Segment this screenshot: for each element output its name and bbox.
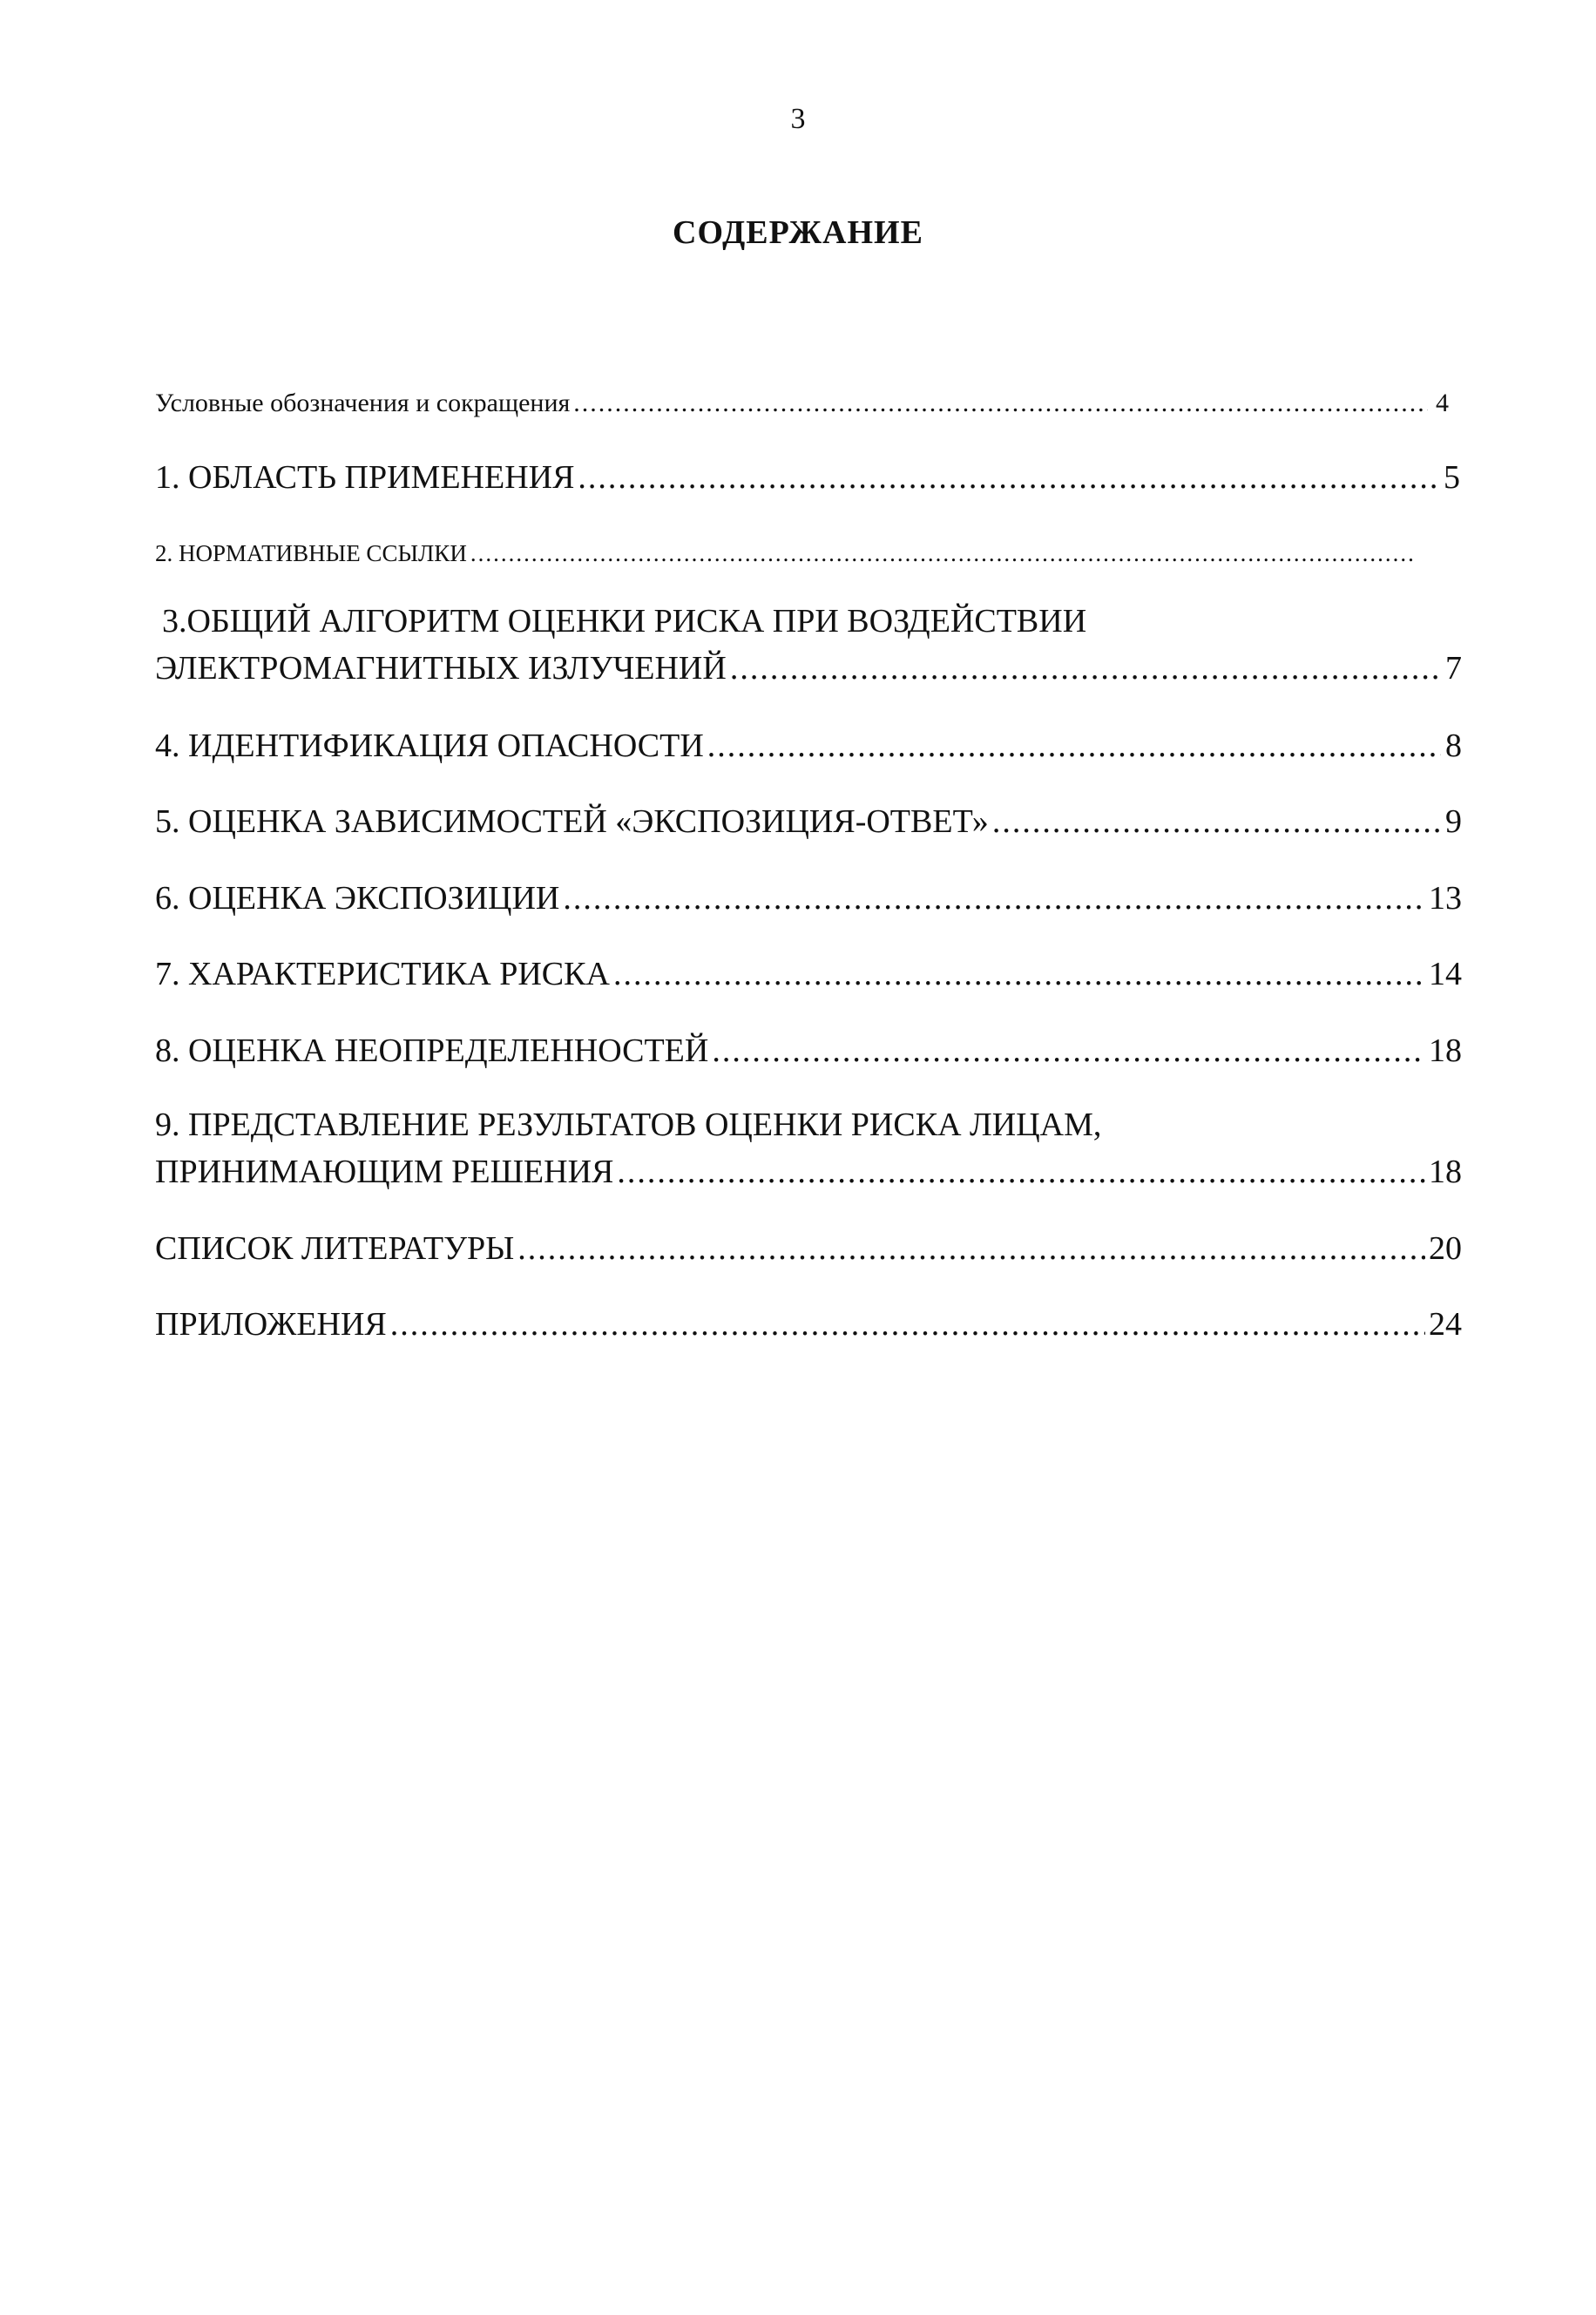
toc-entry-normative-references[interactable] xyxy=(155,533,1436,573)
toc-page-number: 18 xyxy=(1429,1154,1462,1190)
toc-entry-hazard-identification[interactable] xyxy=(155,726,1462,766)
toc-entry-text-line1: 9. ПРЕДСТАВЛЕНИЕ РЕЗУЛЬТАТОВ ОЦЕНКИ РИСКА ЛИЦАМ, xyxy=(155,1107,1102,1143)
leader-dots xyxy=(563,878,1425,918)
toc-page-number: 20 xyxy=(1429,1230,1462,1267)
leader-dots xyxy=(707,726,1441,766)
toc-entry-general-algorithm[interactable] xyxy=(155,601,1462,688)
toc-page-number: 7 xyxy=(1445,650,1462,687)
toc-page-number: 8 xyxy=(1445,728,1462,764)
toc-entry-text: СПИСОК ЛИТЕРАТУРЫ xyxy=(155,1230,515,1267)
toc-entry-text: Условные обозначения и сокращения xyxy=(155,389,571,417)
toc-entry-references[interactable] xyxy=(155,1229,1462,1269)
toc-entry-text: 6. ОЦЕНКА ЭКСПОЗИЦИИ xyxy=(155,880,560,917)
toc-entry-abbreviations[interactable] xyxy=(155,383,1449,423)
toc-entry-text: 5. ОЦЕНКА ЗАВИСИМОСТЕЙ «ЭКСПОЗИЦИЯ-ОТВЕТ» xyxy=(155,803,989,840)
toc-entry-text: 7. ХАРАКТЕРИСТИКА РИСКА xyxy=(155,956,610,992)
toc-entry-exposure-response[interactable] xyxy=(155,802,1462,842)
leader-dots xyxy=(578,457,1439,498)
toc-entry-presentation-of-results[interactable] xyxy=(155,1105,1462,1192)
toc-page-number: 24 xyxy=(1429,1306,1462,1343)
page-number: 3 xyxy=(790,103,806,135)
toc-page-number: 14 xyxy=(1429,956,1462,992)
toc-page-number: 13 xyxy=(1429,880,1462,917)
leader-dots xyxy=(613,954,1425,994)
leader-dots xyxy=(390,1304,1425,1344)
page-title: СОДЕРЖАНИЕ xyxy=(673,214,923,251)
toc-entry-exposure-assessment[interactable] xyxy=(155,878,1462,918)
leader-dots xyxy=(992,802,1441,842)
leader-dots xyxy=(573,383,1428,423)
toc-entry-appendices[interactable] xyxy=(155,1304,1462,1344)
leader-dots xyxy=(712,1031,1425,1071)
leader-dots xyxy=(617,1152,1425,1192)
toc-entry-text-line1: 3.ОБЩИЙ АЛГОРИТМ ОЦЕНКИ РИСКА ПРИ ВОЗДЕЙСТВИИ xyxy=(162,603,1087,640)
toc-entry-text: 4. ИДЕНТИФИКАЦИЯ ОПАСНОСТИ xyxy=(155,728,704,764)
toc-entry-text: ПРИНИМАЮЩИМ РЕШЕНИЯ xyxy=(155,1154,614,1190)
leader-dots xyxy=(517,1229,1425,1269)
toc-entry-text: 1. ОБЛАСТЬ ПРИМЕНЕНИЯ xyxy=(155,459,575,496)
toc-page-number: 5 xyxy=(1444,459,1460,496)
toc-entry-uncertainty[interactable] xyxy=(155,1031,1462,1071)
toc-entry-scope[interactable] xyxy=(155,457,1460,498)
toc-entry-text: ПРИЛОЖЕНИЯ xyxy=(155,1306,387,1343)
toc-page-number: 18 xyxy=(1429,1032,1462,1069)
toc-entry-text: 2. НОРМАТИВНЫЕ ССЫЛКИ xyxy=(155,540,467,566)
toc-page-number: 9 xyxy=(1445,803,1462,840)
leader-dots xyxy=(470,533,1415,573)
toc-entry-text: ЭЛЕКТРОМАГНИТНЫХ ИЗЛУЧЕНИЙ xyxy=(155,650,727,687)
leader-dots xyxy=(730,648,1441,688)
toc-entry-text: 8. ОЦЕНКА НЕОПРЕДЕЛЕННОСТЕЙ xyxy=(155,1032,709,1069)
toc-page-number: 4 xyxy=(1436,389,1449,417)
toc-entry-risk-characterization[interactable] xyxy=(155,954,1462,994)
